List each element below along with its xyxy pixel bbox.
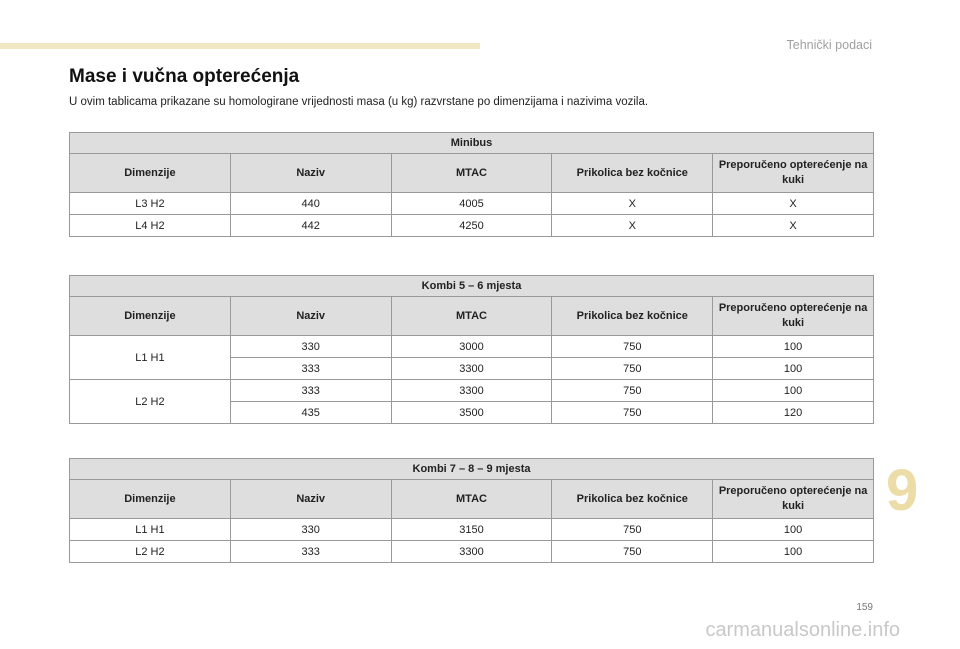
- table-caption-row: [70, 133, 874, 154]
- section-header: Tehnički podaci: [786, 38, 872, 52]
- table-caption: Kombi 5 – 6 mjesta: [70, 276, 874, 297]
- table-cell: 330: [230, 336, 391, 358]
- column-header: MTAC: [391, 154, 552, 193]
- column-header: Preporučeno opterećenje na kuki: [713, 297, 874, 336]
- chapter-number: 9: [886, 458, 919, 523]
- column-header: Dimenzije: [70, 154, 231, 193]
- dimension-cell: L2 H2: [70, 541, 231, 563]
- table-cell: 4005: [391, 193, 552, 215]
- table-caption-row: [70, 459, 874, 480]
- table-cell: 750: [552, 380, 713, 402]
- dimension-cell: L1 H1: [70, 519, 231, 541]
- page-title: Mase i vučna opterećenja: [69, 66, 300, 87]
- table-cell: 100: [713, 519, 874, 541]
- table-cell: 100: [713, 358, 874, 380]
- column-header: Dimenzije: [70, 480, 231, 519]
- table-cell: 3500: [391, 402, 552, 424]
- table-cell: 100: [713, 336, 874, 358]
- table-caption: Minibus: [70, 133, 874, 154]
- header-accent-bar: [0, 43, 480, 49]
- table-cell: 4250: [391, 215, 552, 237]
- table-cell: 3000: [391, 336, 552, 358]
- table-cell: 750: [552, 336, 713, 358]
- table-cell: X: [713, 193, 874, 215]
- dimension-cell: L1 H1: [70, 336, 231, 380]
- table-cell: 120: [713, 402, 874, 424]
- table-cell: 440: [230, 193, 391, 215]
- table-cell: 330: [230, 519, 391, 541]
- column-header: Prikolica bez kočnice: [552, 154, 713, 193]
- table-header-row: [70, 154, 874, 193]
- column-header: Preporučeno opterećenje na kuki: [713, 480, 874, 519]
- table-cell: 750: [552, 402, 713, 424]
- table-cell: X: [713, 215, 874, 237]
- intro-text: U ovim tablicama prikazane su homologirane vrijednosti masa (u kg) razvrstane po dimenzijama i nazivima vozila.: [69, 96, 649, 108]
- table-cell: 333: [230, 358, 391, 380]
- table-cell: 100: [713, 380, 874, 402]
- table-header-row: [70, 480, 874, 519]
- table-row: [70, 380, 874, 402]
- table-row: [70, 519, 874, 541]
- table-cell: 3300: [391, 358, 552, 380]
- table-row: [70, 193, 874, 215]
- page-number: 159: [856, 602, 873, 613]
- column-header: Prikolica bez kočnice: [552, 480, 713, 519]
- column-header: Naziv: [230, 480, 391, 519]
- table-row: [70, 215, 874, 237]
- column-header: MTAC: [391, 297, 552, 336]
- table-cell: X: [552, 193, 713, 215]
- watermark: carmanualsonline.info: [705, 619, 900, 641]
- table-cell: 333: [230, 541, 391, 563]
- table-row: [70, 541, 874, 563]
- table-cell: 3300: [391, 541, 552, 563]
- column-header: Preporučeno opterećenje na kuki: [713, 154, 874, 193]
- table-caption: Kombi 7 – 8 – 9 mjesta: [70, 459, 874, 480]
- table-row: [70, 336, 874, 358]
- column-header: MTAC: [391, 480, 552, 519]
- table-kombi-7-9: [69, 458, 874, 563]
- table-cell: 750: [552, 358, 713, 380]
- table-cell: 750: [552, 541, 713, 563]
- table-header-row: [70, 297, 874, 336]
- table-minibus: [69, 132, 874, 237]
- dimension-cell: L2 H2: [70, 380, 231, 424]
- column-header: Naziv: [230, 297, 391, 336]
- table-cell: 3300: [391, 380, 552, 402]
- table-cell: 442: [230, 215, 391, 237]
- table-cell: 100: [713, 541, 874, 563]
- table-cell: X: [552, 215, 713, 237]
- table-cell: 3150: [391, 519, 552, 541]
- dimension-cell: L4 H2: [70, 215, 231, 237]
- table-caption-row: [70, 276, 874, 297]
- table-kombi-5-6: [69, 275, 874, 424]
- column-header: Dimenzije: [70, 297, 231, 336]
- table-cell: 333: [230, 380, 391, 402]
- table-cell: 750: [552, 519, 713, 541]
- column-header: Prikolica bez kočnice: [552, 297, 713, 336]
- table-cell: 435: [230, 402, 391, 424]
- dimension-cell: L3 H2: [70, 193, 231, 215]
- column-header: Naziv: [230, 154, 391, 193]
